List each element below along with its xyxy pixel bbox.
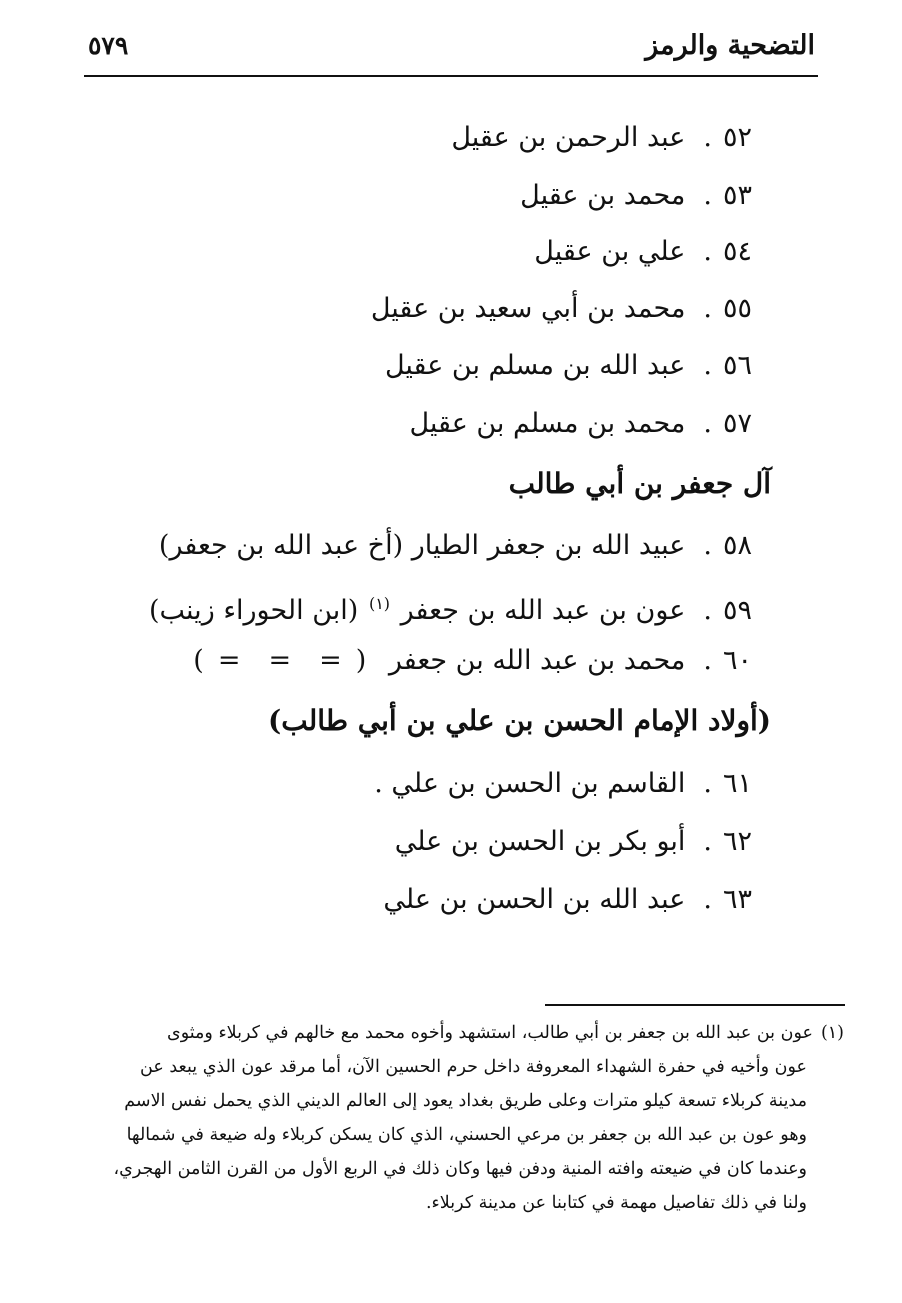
entry-separator: . <box>703 180 712 211</box>
entry-name: عون بن عبد الله بن جعفر <box>400 595 686 626</box>
footnote-line: وعندما كان في ضيعته وافته المنية ودفن فيها وكان ذلك في الربع الأول من القرن الثامن الهجري، <box>113 1159 807 1179</box>
entry-separator: . <box>703 122 712 153</box>
entry-name: محمد بن مسلم بن عقيل <box>409 408 686 439</box>
header-rule <box>84 75 818 77</box>
entry-number: ٥٣ <box>722 180 752 211</box>
footnote-line <box>167 1018 844 1048</box>
page-number: ٥٧٩ <box>88 31 129 60</box>
entry-name: القاسم بن الحسن بن علي . <box>374 768 686 799</box>
ditto-mark: = <box>319 645 342 676</box>
list-item <box>371 289 752 329</box>
footnote-reference: (١) <box>368 594 391 613</box>
entry-number: ٥٩ <box>722 595 752 626</box>
ditto-marks <box>193 645 366 676</box>
entry-name: محمد بن عقيل <box>520 180 686 211</box>
entry-name: محمد بن عبد الله بن جعفر <box>388 645 686 676</box>
entry-name: علي بن عقيل <box>534 236 686 267</box>
list-item <box>385 346 752 386</box>
list-item <box>383 880 752 920</box>
section-heading-jafar: آل جعفر بن أبي طالب <box>508 467 771 500</box>
entry-separator: . <box>703 826 712 857</box>
section-heading-hasan: (أولاد الإمام الحسن بن علي بن أبي طالب) <box>267 704 771 737</box>
list-item <box>395 822 752 862</box>
entry-name: عبد الرحمن بن عقيل <box>451 122 686 153</box>
entry-name: عبيد الله بن جعفر الطيار (أخ عبد الله بن جعفر) <box>158 530 686 561</box>
ditto-mark: = <box>217 645 241 676</box>
entry-separator: . <box>703 768 712 799</box>
running-header-title: التضحية والرمز <box>645 30 815 61</box>
footnote-line: عون وأخيه في حفرة الشهداء المعروفة داخل حرم الحسين الآن، أما مرقد عون الذي يبعد عن <box>140 1057 807 1077</box>
footnote-line: وهو عون بن عبد الله بن جعفر بن مرعي الحسني، الذي كان يسكن كربلاء وله ضيعة في شمالها <box>126 1125 807 1145</box>
footnote-number: (١) <box>820 1023 844 1043</box>
list-item <box>451 118 752 158</box>
ditto-mark: = <box>268 645 292 676</box>
entry-number: ٥٧ <box>722 408 752 439</box>
footnote-rule <box>545 1004 845 1006</box>
list-item <box>149 584 752 631</box>
entry-number: ٥٢ <box>722 122 752 153</box>
entry-separator: . <box>703 236 712 267</box>
footnote-text: عون بن عبد الله بن جعفر بن أبي طالب، استشهد وأخوه محمد مع خالهم في كربلاء ومثوى <box>167 1023 813 1043</box>
footnote-line: مدينة كربلاء تسعة كيلو مترات وعلى طريق بغداد يعود إلى العالم الديني الذي يحمل نفس الاسم <box>124 1091 807 1111</box>
list-item <box>193 641 752 681</box>
entry-separator: . <box>703 293 712 324</box>
list-item <box>159 526 752 566</box>
entry-separator: . <box>703 884 712 915</box>
entry-separator: . <box>703 530 712 561</box>
entry-name: عبد الله بن الحسن بن علي <box>383 884 686 915</box>
ditto-close-paren: ) <box>193 645 204 676</box>
entry-number: ٦٣ <box>722 884 752 915</box>
footnote-line: ولنا في ذلك تفاصيل مهمة في كتابنا عن مدينة كربلاء. <box>425 1193 807 1213</box>
entry-number: ٦٠ <box>722 645 752 676</box>
entry-note: (ابن الحوراء زينب) <box>148 595 359 626</box>
entry-separator: . <box>703 645 712 676</box>
entry-name: أبو بكر بن الحسن بن علي <box>394 826 686 857</box>
list-item <box>409 404 752 444</box>
entry-name: محمد بن أبي سعيد بن عقيل <box>370 293 686 324</box>
entry-number: ٥٤ <box>722 236 752 267</box>
ditto-open-paren: ( <box>355 645 367 676</box>
entry-name: عبد الله بن مسلم بن عقيل <box>384 350 686 381</box>
entry-number: ٦١ <box>722 768 752 799</box>
entry-number: ٦٢ <box>722 826 752 857</box>
list-item <box>534 232 752 272</box>
entry-separator: . <box>703 595 712 626</box>
list-item <box>374 764 752 804</box>
entry-number: ٥٨ <box>722 530 752 561</box>
entry-number: ٥٥ <box>722 293 752 324</box>
entry-separator: . <box>703 350 712 381</box>
list-item <box>520 176 752 216</box>
entry-number: ٥٦ <box>722 350 752 381</box>
entry-separator: . <box>703 408 712 439</box>
